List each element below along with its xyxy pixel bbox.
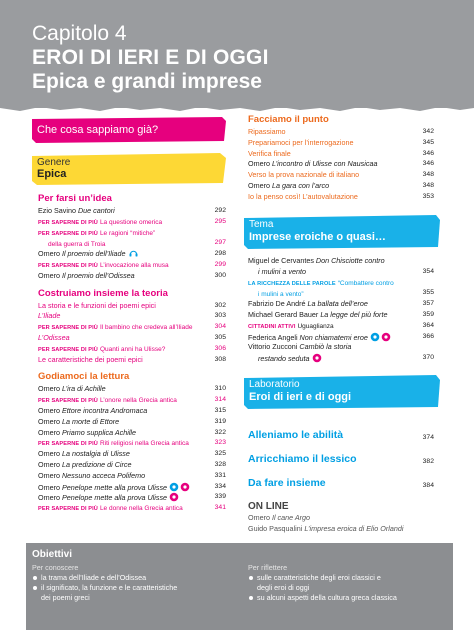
conoscere-item: il significato, la funzione e le caratteristiche (32, 583, 232, 593)
page-number: 322 (214, 428, 226, 436)
toc-entry[interactable] (248, 321, 434, 332)
per-saperne-tag: PER SAPERNE DI PIÙ (38, 506, 98, 513)
author: Omero (38, 459, 62, 469)
toc-entry[interactable] (38, 260, 226, 271)
work-title: Ettore incontra Andromaca (61, 405, 148, 415)
page-number: 299 (214, 260, 226, 268)
work-title: La nostalgia di Ulisse (61, 449, 130, 459)
right-toc-lab (248, 430, 434, 502)
page-number: 348 (422, 181, 434, 189)
toc-entry-label (38, 301, 156, 312)
author: Fabrizio De André (248, 299, 308, 309)
toc-entry-text: L’onore nella Grecia antica (99, 397, 177, 405)
toc-entry[interactable] (38, 333, 226, 344)
obiettivi-conoscere (32, 563, 232, 603)
toc-entry-label (248, 170, 359, 181)
work-title: Penelope mette alla prova Ulisse (61, 493, 168, 503)
toc-entry[interactable] (38, 492, 226, 503)
per-saperne-tag: PER SAPERNE DI PIÙ (38, 398, 98, 405)
page-number: 323 (214, 439, 226, 447)
page-number: 319 (214, 417, 226, 425)
author: Omero (248, 180, 272, 190)
page-number: 342 (422, 128, 434, 135)
toc-entry[interactable] (248, 138, 434, 149)
riflettere-title: Per riflettere (248, 563, 288, 572)
author: Omero (248, 513, 272, 522)
toc-entry[interactable] (38, 460, 226, 471)
toc-entry[interactable] (38, 471, 226, 482)
page-number: 315 (214, 406, 226, 414)
toc-entry-label (248, 138, 353, 149)
chapter-subtitle: Epica e grandi imprese (32, 70, 262, 93)
sappiamo-label: Che cosa sappiamo già? (37, 124, 159, 136)
toc-entry[interactable] (248, 310, 434, 321)
toc-entry-label (38, 503, 183, 515)
page-number: 306 (214, 344, 226, 352)
toc-entry-text: Quanti anni ha Ulisse? (99, 345, 166, 353)
toc-entry-text: Verso la prova nazionale di italiano (248, 170, 360, 180)
toc-entry[interactable] (38, 301, 226, 312)
author: Omero (38, 270, 62, 280)
toc-entry-label (248, 256, 385, 278)
author: Michael Gerard Bauer (248, 309, 321, 319)
work-title-cont: restando seduta (258, 354, 310, 364)
toc-entry-label (38, 449, 130, 460)
work-title: Cambiò la storia (299, 342, 352, 352)
work-title: Il cane Argo (271, 513, 311, 522)
section-title-farsi-idea: Per farsi un’idea (38, 193, 112, 204)
work-title-cont: i mulini a vento (258, 266, 306, 276)
per-saperne-tag: PER SAPERNE DI PIÙ (38, 441, 98, 448)
author: Vittorio Zucconi (248, 342, 300, 352)
toc-entry-text-cont: della guerra di Troia (48, 241, 106, 249)
toc-entry[interactable] (248, 278, 434, 300)
toc-entry-text: La questione omerica (99, 218, 163, 226)
work-title: Non chiamatemi eroe (299, 332, 368, 342)
sappiamo-band (32, 117, 226, 143)
page-number: 302 (214, 301, 226, 309)
page-number: 384 (422, 482, 434, 489)
online-entry-label (248, 524, 403, 535)
toc-entry-text: “Combattere contro (337, 279, 394, 287)
author: Omero (38, 427, 62, 437)
page-number: 298 (214, 250, 226, 258)
per-saperne-tag: PER SAPERNE DI PIÙ (38, 262, 98, 269)
work-title: La predizione di Circe (61, 459, 132, 469)
author: Miguel de Cervantes (248, 256, 316, 265)
toc-entry-label (38, 417, 119, 428)
page-number: 310 (214, 385, 226, 393)
ricchezza-parole-tag: LA RICCHEZZA DELLE PAROLE (248, 280, 336, 287)
author: Omero (38, 482, 62, 492)
work-title: La legge del più forte (320, 309, 388, 319)
genere-value: Epica (37, 168, 67, 180)
toc-entry-text: L’Odissea (38, 332, 70, 342)
toc-entry-text: L’invocazione alla musa (99, 261, 169, 269)
toc-entry-label (38, 228, 155, 252)
toc-entry-label (38, 355, 143, 366)
toc-entry[interactable] (38, 406, 226, 417)
chapter-header (0, 0, 474, 108)
author: Omero (38, 416, 62, 426)
page-number: 308 (214, 355, 226, 363)
media-icons (312, 353, 322, 367)
toc-entry[interactable] (38, 217, 226, 228)
page-number: 366 (422, 332, 434, 340)
page-number: 345 (422, 138, 434, 146)
toc-entry[interactable] (248, 342, 434, 364)
toc-entry-text-cont: i mulini a vento” (258, 291, 304, 299)
toc-entry-label (38, 333, 70, 344)
toc-entry-label (38, 249, 138, 260)
conoscere-title: Per conoscere (32, 563, 79, 572)
page-number: 348 (422, 171, 434, 179)
page-number: 292 (214, 207, 226, 214)
toc-entry[interactable] (248, 299, 434, 310)
toc-entry[interactable] (38, 438, 226, 449)
page-number: 328 (214, 460, 226, 468)
author: Omero (38, 249, 62, 259)
toc-entry[interactable] (38, 249, 226, 260)
obiettivi-title: Obiettivi (32, 549, 73, 560)
lab-entry-label (248, 454, 357, 466)
author: Federica Angeli (248, 332, 300, 342)
toc-entry-text: Verifica finale (248, 148, 291, 158)
toc-entry-label (38, 428, 136, 439)
work-title: La ballata dell’eroe (307, 299, 368, 309)
toc-entry-text: Le caratteristiche dei poemi epici (38, 354, 143, 364)
toc-entry-label (38, 271, 135, 282)
right-toc-tema (248, 256, 434, 364)
toc-entry[interactable] (248, 127, 434, 138)
work-title: Due cantori (77, 206, 115, 215)
work-title: Nessuno acceca Polifemo (61, 470, 146, 480)
page-number: 300 (214, 271, 226, 279)
tema-value: Imprese eroiche o quasi… (249, 231, 386, 243)
right-toc-online (248, 500, 434, 535)
media-icon[interactable] (312, 353, 322, 363)
toc-entry[interactable] (38, 206, 226, 217)
right-toc-punto (248, 113, 434, 203)
per-saperne-tag: PER SAPERNE DI PIÙ (38, 346, 98, 353)
page-number: 359 (422, 310, 434, 318)
toc-entry-label (38, 406, 147, 417)
author: Guido Pasqualini (248, 523, 305, 533)
toc-entry-text: Il bambino che credeva all’Iliade (99, 324, 193, 332)
toc-entry[interactable] (38, 355, 226, 366)
page-number: 382 (422, 458, 434, 465)
page-number: 295 (214, 217, 226, 225)
cittadini-attivi-tag: CITTADINI ATTIVI (248, 323, 296, 330)
audio-headphones-icon[interactable] (129, 249, 138, 257)
work-title: L’ira di Achille (61, 384, 106, 394)
page-number: 346 (422, 160, 434, 168)
work-title: L’impresa eroica di Elio Orlandi (304, 523, 404, 533)
author: Omero (38, 470, 62, 480)
toc-entry[interactable] (38, 384, 226, 395)
toc-entry[interactable] (38, 395, 226, 406)
work-title: L’incontro di Ulisse con Nausicaa (271, 159, 378, 169)
toc-entry-text: Prepariamoci per l’interrogazione (248, 137, 354, 147)
page-number: 325 (214, 450, 226, 458)
toc-entry-label (248, 149, 291, 160)
riflettere-item: su alcuni aspetti della cultura greca classica (248, 593, 448, 603)
toc-entry-label (38, 206, 115, 217)
toc-entry-text: La storia e le funzioni dei poemi epici (38, 300, 156, 310)
author: Omero (38, 405, 62, 415)
page-number: 357 (422, 300, 434, 308)
page-number: 339 (214, 493, 226, 501)
toc-entry[interactable] (38, 228, 226, 250)
toc-entry-label (248, 278, 394, 302)
toc-entry-text: Ripassiamo (248, 127, 286, 136)
toc-entry[interactable] (248, 159, 434, 170)
riflettere-item-cont: degli eroi di oggi (257, 583, 310, 592)
toc-entry[interactable] (38, 482, 226, 493)
toc-entry-text: Le donne nella Grecia antica (99, 505, 183, 513)
left-toc (38, 192, 226, 514)
toc-entry-label (248, 310, 387, 321)
toc-entry[interactable] (38, 322, 226, 333)
online-title: ON LINE (248, 501, 289, 512)
page-number: 370 (422, 354, 434, 362)
toc-entry[interactable] (38, 344, 226, 355)
toc-entry[interactable] (38, 271, 226, 282)
online-entry-label (248, 513, 310, 524)
toc-entry-label (38, 471, 145, 482)
lab-band (244, 375, 440, 409)
cloud-and-media-icons[interactable] (169, 482, 191, 492)
work-title: Priamo supplica Achille (61, 427, 137, 437)
tema-label: Tema (249, 219, 274, 230)
page-number: 331 (214, 471, 226, 479)
chapter-title: EROI DI IERI E DI OGGI (32, 46, 269, 69)
genere-band (32, 153, 226, 185)
page-number: 297 (214, 239, 226, 247)
toc-entry[interactable] (248, 181, 434, 192)
toc-entry-text: Riti religiosi nella Grecia antica (99, 440, 189, 448)
toc-entry[interactable] (38, 417, 226, 428)
section-title-punto: Facciamo il punto (248, 114, 329, 125)
work-title: Penelope mette alla prova Ulisse (61, 482, 168, 492)
toc-entry[interactable] (248, 170, 434, 181)
toc-entry-label (248, 342, 351, 367)
lab-value: Eroi di ieri e di oggi (249, 391, 352, 403)
media-icon[interactable] (169, 492, 179, 502)
lab-entry-label (248, 430, 343, 442)
toc-entry-label (248, 181, 329, 192)
lab-entry-text: Alleniamo le abilità (248, 429, 344, 441)
lab-entry[interactable] (248, 430, 434, 454)
work-title: La gara con l’arco (271, 180, 330, 190)
page-number: 334 (214, 482, 226, 490)
author: Omero (38, 449, 62, 459)
author: Omero (38, 493, 62, 503)
per-saperne-tag: PER SAPERNE DI PIÙ (38, 230, 98, 237)
conoscere-item-cont: dei poemi greci (41, 593, 90, 602)
toc-entry-text: Io la penso così! L’autovalutazione (248, 191, 358, 201)
toc-entry-label (248, 159, 377, 170)
page-number: 354 (422, 267, 434, 275)
work-title: Il proemio dell’Iliade (61, 249, 126, 259)
author: Omero (38, 384, 62, 394)
toc-entry-label (248, 192, 358, 203)
work-title: Il proemio dell’Odissea (61, 270, 135, 280)
page-number: 355 (422, 289, 434, 297)
lab-label: Laboratorio (249, 379, 300, 390)
obiettivi-box (26, 543, 453, 630)
work-title: Don Chisciotte contro (315, 256, 385, 265)
lab-entry[interactable] (248, 454, 434, 478)
cloud-and-media-icons[interactable] (370, 332, 392, 342)
toc-entry[interactable] (248, 332, 434, 343)
toc-entry[interactable] (248, 256, 434, 278)
toc-entry[interactable] (38, 503, 226, 514)
riflettere-item: sulle caratteristiche degli eroi classici e (248, 573, 448, 583)
page-number: 303 (214, 312, 226, 320)
toc-entry[interactable] (38, 428, 226, 439)
toc-entry-text: Le ragioni “mitiche” (99, 229, 156, 237)
section-title-lettura: Godiamoci la lettura (38, 371, 130, 383)
toc-entry-label (248, 127, 286, 138)
lab-entry-text: Da fare insieme (248, 477, 326, 489)
author: Ezio Savino (38, 206, 78, 215)
toc-entry-label (248, 299, 368, 310)
page-number: 314 (214, 396, 226, 404)
toc-entry[interactable] (38, 311, 226, 322)
author: Omero (248, 159, 272, 169)
page-number: 364 (422, 321, 434, 329)
page-number: 346 (422, 149, 434, 157)
toc-entry[interactable] (248, 192, 434, 203)
chapter-number: Capitolo 4 (32, 22, 127, 45)
toc-entry-text: Uguaglianza (297, 322, 334, 330)
work-title: La morte di Ettore (61, 416, 120, 426)
toc-entry[interactable] (248, 149, 434, 160)
obiettivi-riflettere (248, 563, 448, 603)
page-number: 304 (214, 323, 226, 331)
genere-label: Genere (37, 157, 71, 168)
section-title-teoria: Costruiamo insieme la teoria (38, 287, 168, 299)
page-number: 341 (214, 504, 226, 512)
lab-entry-label (248, 478, 326, 490)
per-saperne-tag: PER SAPERNE DI PIÙ (38, 325, 98, 332)
toc-entry-text: L’Iliade (38, 311, 61, 321)
conoscere-item: la trama dell’Iliade e dell’Odissea (32, 573, 232, 583)
toc-entry[interactable] (38, 449, 226, 460)
page-number: 353 (422, 192, 434, 200)
online-entry[interactable] (248, 513, 434, 524)
lab-entry-text: Arricchiamo il lessico (248, 453, 357, 465)
lab-entry[interactable] (248, 478, 434, 502)
page-number: 305 (214, 333, 226, 341)
online-entry[interactable] (248, 524, 434, 535)
toc-entry-label (38, 384, 106, 395)
toc-entry-label (38, 311, 60, 322)
page-number: 374 (422, 434, 434, 441)
tema-band (244, 215, 440, 249)
toc-entry-label (38, 460, 132, 471)
per-saperne-tag: PER SAPERNE DI PIÙ (38, 219, 98, 226)
